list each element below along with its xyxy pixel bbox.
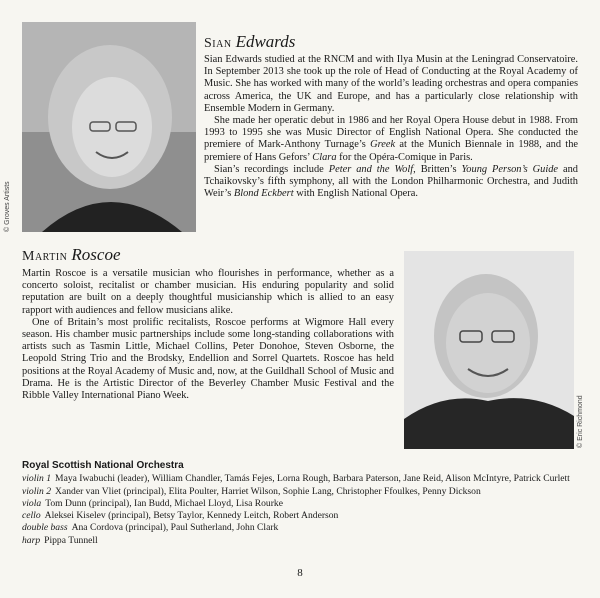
instrument-label: violin 1: [22, 473, 52, 485]
work-title-peter-and-the-wolf: Peter and the Wolf: [328, 163, 414, 175]
bio-text: with English National Opera.: [293, 188, 418, 200]
orchestra-section-harp: [22, 535, 578, 547]
orchestra-roster: [22, 460, 578, 547]
bio-text: She made her operatic debut in 1986 and her Royal Opera House debut in 1988. From 1993 to 1995 she was Music Director of English National Opera. She conducted the premiere of Mark-Anthony Turnage’s: [204, 115, 578, 151]
orchestra-section-viola: [22, 498, 578, 510]
martin-roscoe-photo: [404, 251, 574, 449]
bio-text: at the Munich Biennale in 1988, and the premiere of Hans Gefors’: [204, 139, 579, 163]
players-list: Ana Cordova (principal), Paul Sutherland, John Clark: [71, 522, 279, 534]
players-list: Maya Iwabuchi (leader), William Chandler, Tamás Fejes, Lorna Rough, Barbara Paterson, Jane Reid, Alison McIntyre, Patrick Curlett: [55, 473, 570, 485]
orchestra-section-double-bass: [22, 522, 578, 534]
bio-text: Sian’s recordings include: [214, 163, 329, 175]
work-title-young-persons-guide: Young Person’s Guide: [461, 163, 559, 175]
players-list: Xander van Vliet (principal), Elita Poulter, Harriet Wilson, Sophie Lang, Christopher Ffoulkes, Penny Dickson: [55, 485, 481, 497]
sian-bio-paragraph-3: [204, 164, 578, 201]
bio-text: and Tchaikovsky’s fifth symphony, all with the London Philharmonic Orchestra, and Judith Weir’s: [204, 163, 579, 200]
instrument-label: harp: [22, 534, 41, 546]
orchestra-section-violin-2: [22, 486, 578, 498]
martin-last-name: Roscoe: [71, 245, 121, 264]
instrument-label: violin 2: [22, 485, 52, 497]
work-title-blond-eckbert: Blond Eckbert: [233, 188, 294, 200]
players-list: Tom Dunn (principal), Ian Budd, Michael Lloyd, Lisa Rourke: [45, 497, 283, 509]
sian-edwards-heading: [204, 32, 295, 52]
players-list: Pippa Tunnell: [44, 534, 98, 546]
orchestra-section-violin-1: [22, 473, 578, 485]
martin-roscoe-heading: [22, 245, 121, 265]
work-title-clara: Clara: [312, 151, 337, 163]
sian-last-name: Edwards: [235, 32, 296, 51]
sian-bio-paragraph-1: [204, 54, 578, 115]
page-number: 8: [297, 567, 303, 579]
sian-edwards-photo: [22, 22, 196, 232]
work-title-greek: Greek: [370, 139, 396, 151]
orchestra-title: Royal Scottish National Orchestra: [22, 460, 184, 471]
martin-photo-credit: © Eric Richmond: [577, 395, 584, 448]
martin-bio-paragraph-2: One of Britain’s most prolific recitalists, Roscoe performs at Wigmore Hall every season. His chamber music partnerships include some long-standing collaborations with artists such as Tasmin Little, Michael Collins, Peter Donohoe, Steven Osborne, the Leopold String Trio and the Brodsky, Endellion and Sorrel Quartets. Roscoe has held positions at the Royal Academy of Music and, now, at the Guildhall School of Music and Drama. He is the Artistic Director of the Beverley Chamber Music Festival and the Ribble Valley International Piano Week.: [22, 316, 394, 402]
instrument-label: double bass: [22, 522, 68, 534]
sian-first-name: Sian: [204, 36, 232, 51]
instrument-label: cello: [22, 510, 41, 522]
martin-first-name: Martin: [22, 249, 68, 264]
bio-text: Sian Edwards studied at the RNCM and with Ilya Musin at the Leningrad Conservatoire. In September 2013 she took up the role of Head of Conducting at the Royal Academy of Music. She has worked with many of the world’s leading orchestras and opera companies across America, the UK and Europe, and has a particularly close relationship with Ensemble Modern in Germany.: [204, 54, 578, 114]
sian-photo-credit: © Groves Artists: [4, 181, 11, 232]
martin-roscoe-biography: [22, 268, 394, 402]
instrument-label: viola: [22, 497, 42, 509]
martin-bio-paragraph-1: Martin Roscoe is a versatile musician who flourishes in performance, whether as a concerto soloist, recitalist or chamber musician. His enduring popularity and solid reputation are built on a deeply thoughtful musicianship which is allied to an easy rapport with audiences and fellow musicians alike.: [22, 268, 394, 316]
sian-bio-paragraph-2: [204, 115, 578, 164]
bio-text: for the Opéra-Comique in Paris.: [336, 151, 473, 163]
players-list: Aleksei Kiselev (principal), Betsy Taylor, Kennedy Leitch, Robert Anderson: [44, 510, 339, 522]
sian-edwards-biography: [204, 54, 578, 200]
orchestra-section-cello: [22, 510, 578, 522]
bio-text: , Britten’s: [413, 163, 462, 175]
